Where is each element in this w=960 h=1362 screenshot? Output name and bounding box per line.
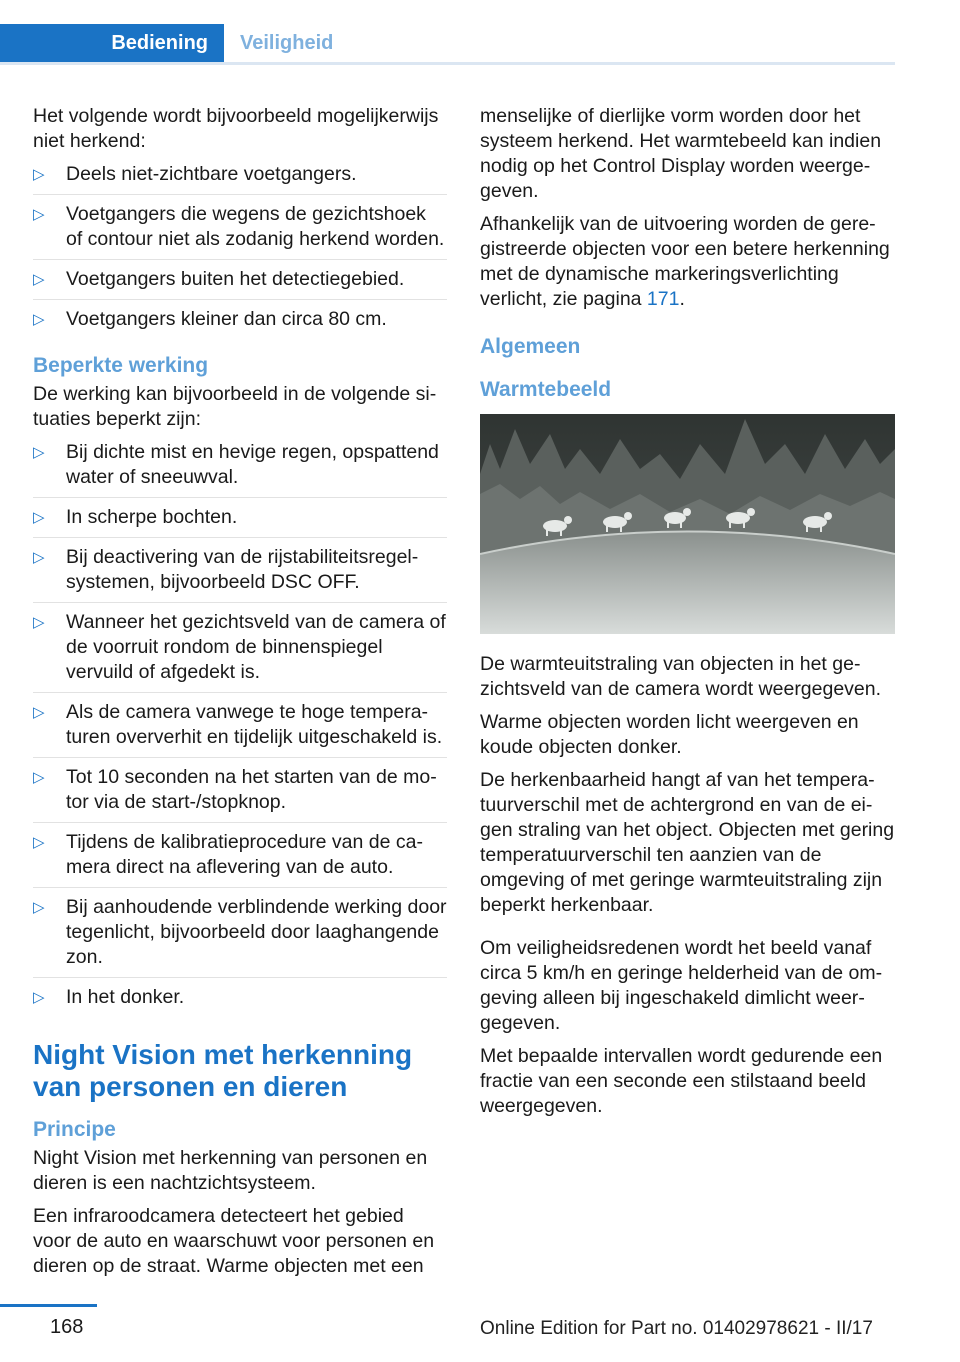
beperkt-intro: De werking kan bijvoorbeeld in de volgende situaties beperkt zijn: (33, 383, 437, 430)
page-number: 168 (50, 1316, 84, 1338)
page-link[interactable]: 171 (646, 288, 680, 310)
list-item: ▷ Voetgangers die wegens de gezichtshoek of contour niet als zodanig herkend worden. (33, 202, 447, 260)
list-item: ▷ Tijdens de kalibratieprocedure van de camera direct na aflevering van de auto. (33, 830, 447, 888)
list-item: ▷ Wanneer het gezichtsveld van de camera of de voorruit rondom de binnenspiegel vervuild of afgedekt is. (33, 610, 447, 693)
triangle-bullet-icon: ▷ (33, 899, 45, 916)
paragraph-still-image: Met bepaalde intervallen wordt gedurende een fractie van een seconde een stilstaand beeld weergegeven. (480, 1045, 883, 1117)
header-tabbar (0, 24, 895, 65)
triangle-bullet-icon: ▷ (33, 206, 45, 223)
heading-algemeen: Algemeen (480, 335, 581, 358)
section-title: Night Vision met herkenning van personen en dieren (33, 1039, 413, 1102)
triangle-bullet-icon: ▷ (33, 166, 45, 183)
principe-paragraph-2: Een infraroodcamera detecteert het gebied voor de auto en waarschuwt voor personen en dieren op de straat. Warme objecten met een (33, 1205, 435, 1277)
list-item: ▷ Bij aanhoudende verblindende werking door tegenlicht, bijvoorbeeld door laaghangende zon. (33, 895, 447, 978)
left-column (33, 104, 447, 1287)
list-item: ▷ Voetgangers buiten het detectiegebied. (33, 267, 447, 300)
triangle-bullet-icon: ▷ (33, 549, 45, 566)
list-item: ▷ Bij dichte mist en hevige regen, opspattend water of sneeuwval. (33, 440, 447, 498)
triangle-bullet-icon: ▷ (33, 444, 45, 461)
triangle-bullet-icon: ▷ (33, 311, 45, 328)
tab-bediening[interactable]: Bediening (0, 24, 224, 62)
paragraph-heat-radiation: De warmteuitstraling van objecten in het gezichtsveld van de camera wordt weergegeven. (480, 653, 882, 700)
paragraph-warm-objects: Warme objecten worden licht weergeven en koude objecten donker. (480, 711, 859, 758)
right-column (480, 104, 895, 1127)
limited-function-list (33, 440, 447, 1017)
not-recognized-list (33, 162, 447, 339)
edition-text: Online Edition for Part no. 01402978621 - II/17 (480, 1318, 873, 1339)
list-item: ▷ Deels niet-zichtbare voetgangers. (33, 162, 447, 195)
triangle-bullet-icon: ▷ (33, 704, 45, 721)
principe-paragraph-1: Night Vision met herkenning van personen en dieren is een nachtzichtsysteem. (33, 1147, 428, 1194)
intro-paragraph: Het volgende wordt bijvoorbeeld mogelijkerwijs niet herkend: (33, 105, 439, 152)
paragraph-recognizability: De herkenbaarheid hangt af van het temperatuurverschil met de achtergrond en van de eigen straling van het object. Objecten met gering temperatuurverschil ten aanzien van de omgeving of met geringe warmteuitstraling zijn beperkt herkenbaar. (480, 769, 895, 916)
triangle-bullet-icon: ▷ (33, 271, 45, 288)
list-item: ▷ In het donker. (33, 986, 185, 1008)
triangle-bullet-icon: ▷ (33, 509, 45, 526)
paragraph-recognition: menselijke of dierlijke vorm worden door het systeem herkend. Het warmtebeeld kan indien nodig op het Control Display worden weergegeven. (480, 105, 882, 202)
triangle-bullet-icon: ▷ (33, 989, 45, 1006)
paragraph-marking-light: Afhankelijk van de uitvoering worden de geregistreerde objecten voor een betere herkenning met de dynamische markeringsverlichting verlicht, zie pagina 171. (480, 213, 890, 310)
list-item: ▷ Tot 10 seconden na het starten van de motor via de start-/stopknop. (33, 765, 447, 823)
triangle-bullet-icon: ▷ (33, 834, 45, 851)
list-item: ▷ Bij deactivering van de rijstabiliteitsregelsystemen, bijvoorbeeld DSC OFF. (33, 545, 447, 603)
thermal-image-illustration (480, 414, 895, 634)
triangle-bullet-icon: ▷ (33, 769, 45, 786)
list-item: ▷ In scherpe bochten. (33, 505, 447, 538)
tab-veiligheid[interactable]: Veiligheid (240, 31, 334, 54)
footer-line (0, 1304, 97, 1307)
heading-beperkte-werking: Beperkte werking (33, 354, 209, 377)
list-item: ▷ Als de camera vanwege te hoge temperaturen oververhit en tijdelijk uitgeschakeld is. (33, 700, 447, 758)
heading-principe: Principe (33, 1118, 116, 1141)
paragraph-safety: Om veiligheidsredenen wordt het beeld vanaf circa 5 km/h en geringe helderheid van de omgeving alleen bij ingeschakeld dimlicht weergegeven. (480, 937, 883, 1034)
heading-warmtebeeld: Warmtebeeld (480, 378, 612, 401)
list-item: ▷ Voetgangers kleiner dan circa 80 cm. (33, 308, 387, 330)
triangle-bullet-icon: ▷ (33, 614, 45, 631)
